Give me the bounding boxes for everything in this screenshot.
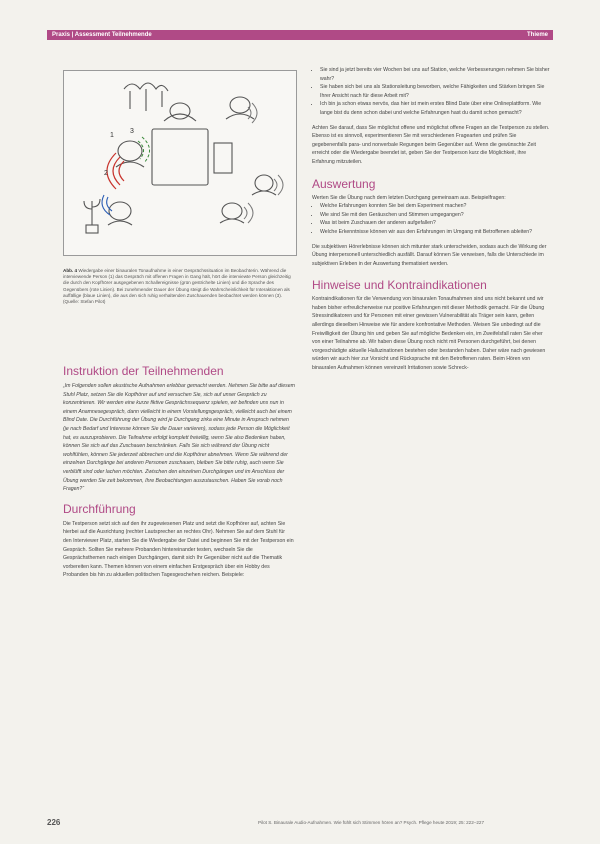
sketch-illustration bbox=[64, 71, 296, 255]
list-item: • Welche Erkenntnisse können wir aus den Erfahrungen im Umgang mit Betroffenen ableiten? bbox=[320, 228, 550, 237]
heading-hinweise: Hinweise und Kontraindikationen bbox=[312, 278, 487, 293]
list-item: • Sie haben sich bei uns als Stationsleitung beworben, welche Fähigkeiten und Stärken bringen Sie Ihrer Ansicht nach für diese Arbeit mit? bbox=[320, 83, 550, 100]
page-number: 226 bbox=[47, 818, 61, 827]
header-section: Praxis | Assessment Teilnehmende bbox=[52, 32, 152, 38]
left-column bbox=[63, 364, 295, 580]
svg-text:3: 3 bbox=[130, 128, 134, 135]
heading-instruktion: Instruktion der Teilnehmenden bbox=[63, 364, 224, 378]
heading-durchfuehrung: Durchführung bbox=[63, 501, 136, 516]
auswertung-questions-list bbox=[312, 202, 550, 236]
publisher-logo: Thieme bbox=[526, 32, 548, 38]
right-column bbox=[312, 66, 550, 373]
auswertung-intro: Werten Sie die Übung nach dem letzten Durchgang gemeinsam aus. Beispielfragen: bbox=[312, 194, 506, 201]
caption-text: Wiedergabe einer binauralen Tonaufnahme in einer Gesprächssituation im Beobachterin. Während die interviewende Person (1) das Gespräch mit offenen Fragen in Gang hält, hört die interviewte Person gleichzeitig die durch den Kopfhörer ausgegebenen Schallereignisse (grün gestrichelte Linien) und die Sprache des Gegenübers (rote Linien). Bei zunehmender Dauer der Übung steigt die Wahrscheinlichkeit für Interaktionen als auffällige (blaue Linien), die aus den sich ruhig verhaltenden Zuschauenden beobachtet werden können (3). (Quelle: Stefan Pilot) bbox=[63, 268, 291, 305]
list-item: • Welche Erfahrungen konnten Sie bei dem Experiment machen? bbox=[320, 202, 550, 211]
caption-label: Abb. 4 bbox=[63, 268, 78, 273]
figure-caption bbox=[63, 268, 295, 305]
list-item: • Wie sind Sie mit den Geräuschen und Stimmen umgegangen? bbox=[320, 211, 550, 220]
after-bullets-text: Achten Sie darauf, dass Sie möglichst offene und möglichst offene Fragen an die Testperson zu stellen. Ebenso ist es sinnvoll, experimentieren Sie mit verschiedenen Fragearten und prüfen Sie gegebenenfalls para- und nonverbale Regungen beim Gegenüber auf. Wenn die gewünschte Zeit erreicht oder die Wiedergabe beendet ist, geben Sie der Testperson kurz die Möglichkeit, ihre Erfahrung mitzuteilen. bbox=[312, 124, 550, 165]
hinweise-text: Kontraindikationen für die Verwendung von binauralen Tonaufnahmen sind uns nicht bekannt und wir haben bisher erfreulicherweise nur positive Erfahrungen mit dieser Methodik gemacht. Für die Übung Stressindikatoren und für Personen mit einer gewissen Vulnerabilität als Träger sein kann, gelten allerdings dieselben Hinweise wie für andere konfrontative Methoden. Weisen Sie unbedingt auf die Freiwilligkeit der Übung hin und geben Sie auf mögliche Bedenken ein, im Zweifelsfall raten Sie eher von einer Teilnahme ab. Wir haben diese Übung noch nicht mit Personen durchgeführt, bei denen vorgeschädigte aktuelle Halluzinationen bestehen oder bestanden haben. Daher wäre nach gewiesen würden wir auch hier zur Vorsicht und Rücksprache mit den Betroffenen raten. Beim Hören von binauralen Aufnahmen können vereinzelt Irritationen sowie Schreck- bbox=[312, 296, 546, 372]
durchfuehrung-text: Die Testperson setzt sich auf den ihr zugewiesenen Platz und setzt die Kopfhörer auf, achten Sie hierbei auf die Ausrichtung (rechter Lautsprecher an rechtes Ohr). Nehmen Sie auf dem Stuhl für den Interviewer Platz, starten Sie die Wiedergabe der Datei und beginnen Sie mit der Testperson ein Gespräch. Sollten Sie mehrere Probanden hintereinander testen, wechseln Sie die Gesprächsthemen nach einigen Durchgängen, damit sich Ihr Gegenüber nicht auf die Thematik vorbereiten kann. Themen können von einem einfachen Erstgespräch über ein Hobby des Probanden bis hin zu aktuellen politischen Tagesgeschehen reichen. Beispiele: bbox=[63, 520, 294, 579]
instruktion-text: „Im Folgenden sollen akustische Aufnahmen erlebbar gemacht werden. Nehmen Sie bitte auf diesem Stuhl Platz, setzen Sie die Kopfhörer auf und versuchen Sie, sich auf unser Gespräch zu konzentrieren. Wir werden eine kurze fiktive Gesprächssequenz spielen, wir befinden uns nun in einem Anamnesegespräch, dann vielleicht in einem Vorstellungsgespräch, vielleicht auch bei einem Blind Date. Die Durchführung der Übung wird je Durchgang zirka eine Minute in Anspruch nehmen (je nach Bedarf und Interesse können Sie die Dauer variieren), sodass jede Person die Möglichkeit hat, es auszuprobieren. Die Teilnahme erfolgt komplett freiwillig, wenn Sie also Bedenken haben, können Sie sich auf das Zuschauen beschränken. Falls Sie sich während der Übung nicht wohlfühlen, können Sie jederzeit abbrechen und die Kopfhörer abnehmen. Wenn Sie während der einzelnen Durchgänge bei anderen Personen zuschauen, bleiben Sie bitte ruhig, auch wenn Sie verblüfft sind oder lachen möchten. Zwischen den einzelnen Durchgängen und im Anschluss der Übung werden Sie zeit bekommen, Ihre Beobachtungen auszutauschen. Haben Sie vorab noch Fragen?“ bbox=[63, 383, 295, 493]
auswertung-text: Die subjektiven Hörerlebnisse können sich mitunter stark unterscheiden, sodass auch die Wirkung der Übung interpersonell unterschiedlich ausfällt. Darauf können Sie verweisen, falls die Unterschiede im subjektiven Erleben in der Auswertung thematisiert werden. bbox=[312, 243, 547, 267]
example-questions-list bbox=[312, 66, 550, 118]
list-item: • Sie sind ja jetzt bereits vier Wochen bei uns auf Station, welche Verbesserungen nehmen Sie bisher wahr? bbox=[320, 66, 550, 83]
list-item: • Ich bin ja schon etwas nervös, das hier ist mein erstes Blind Date über eine Onlineplattform. Wie lange bist du denn schon dabei und welche Erfahrungen hast du damit schon gemacht? bbox=[320, 100, 550, 117]
footer-citation: Pilot S. Binaurale Audio-Aufnahmen. Wie fühlt sich Stimmen hören an? Psych. Pflege heute 2019; 25: 222–227 bbox=[258, 820, 484, 825]
svg-text:1: 1 bbox=[110, 132, 114, 139]
figure-sketch bbox=[63, 70, 297, 256]
list-item: • Was ist beim Zuschauen der anderen aufgefallen? bbox=[320, 219, 550, 228]
svg-text:2: 2 bbox=[104, 170, 108, 177]
heading-auswertung: Auswertung bbox=[312, 176, 376, 191]
